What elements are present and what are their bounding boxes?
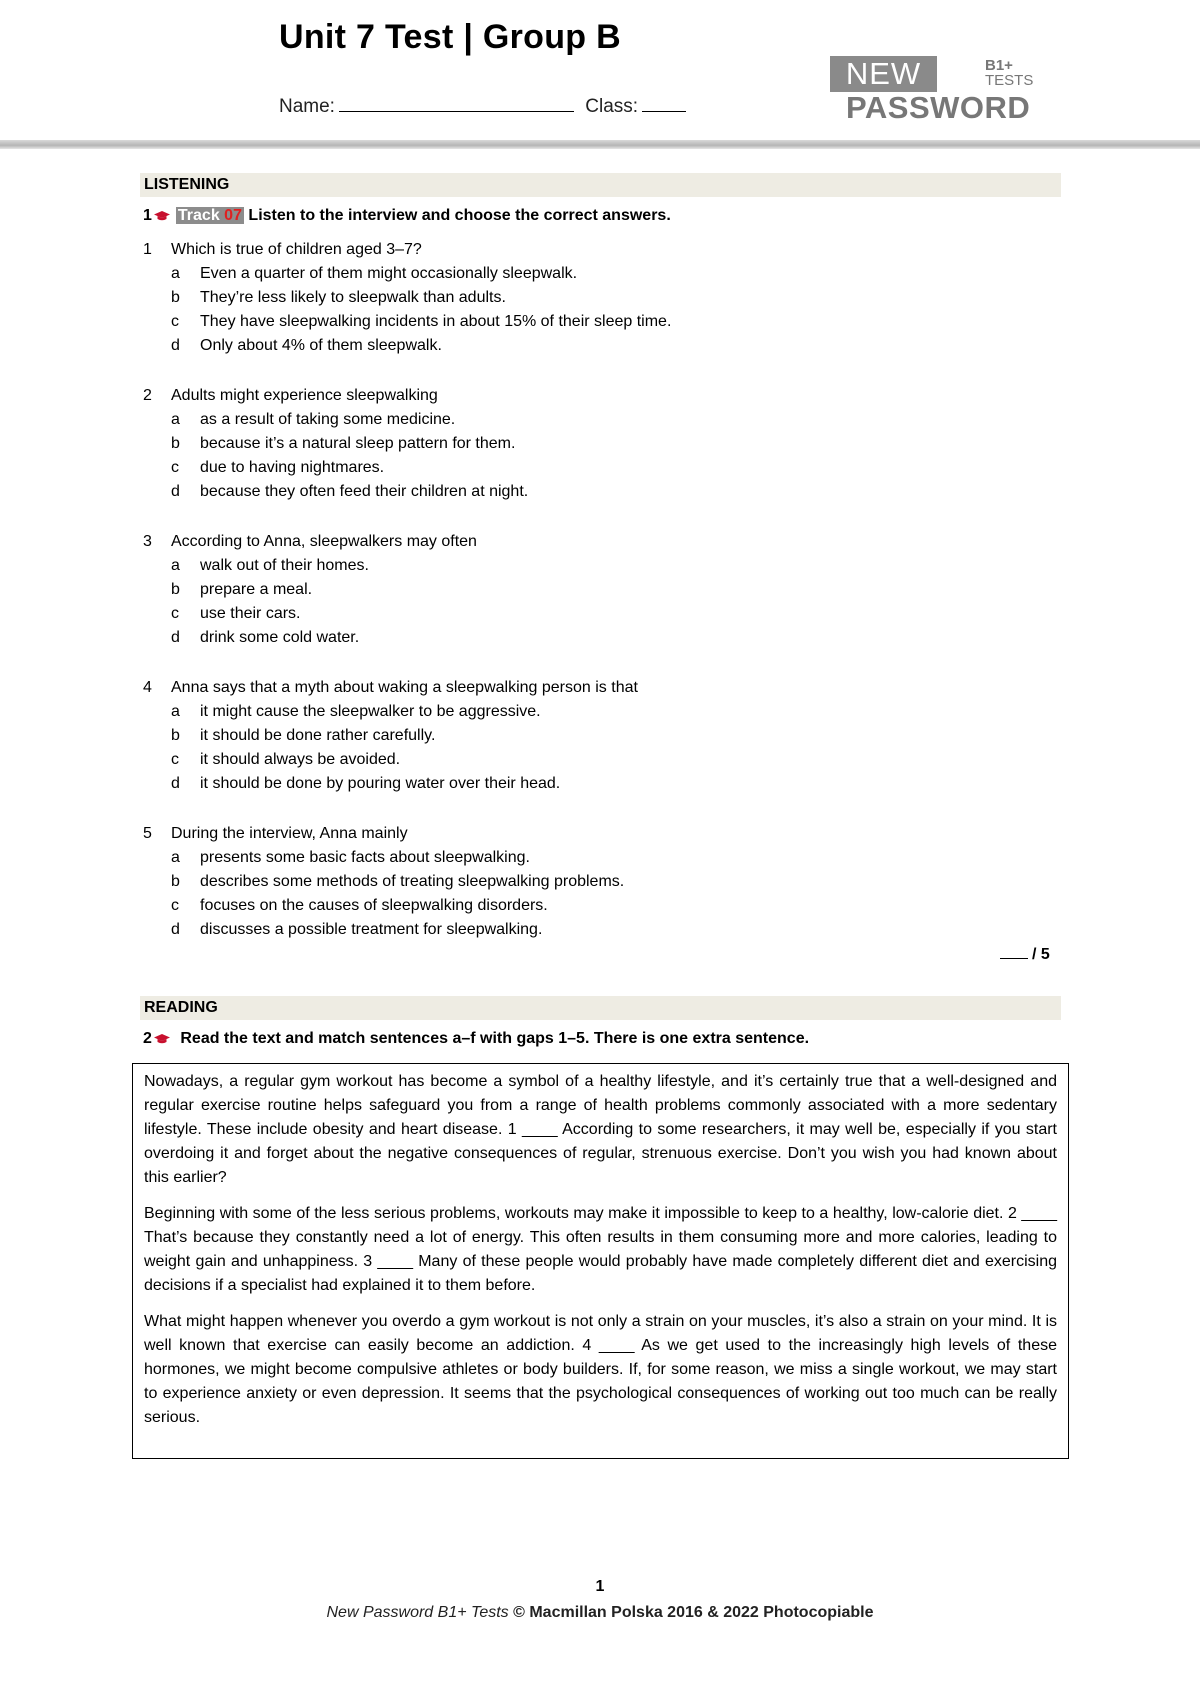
option-letter: b	[171, 581, 180, 598]
question-item	[143, 384, 528, 504]
option-text: Even a quarter of them might occasionally sleepwalk.	[200, 265, 578, 282]
option-text: drink some cold water.	[200, 629, 360, 646]
question-item	[143, 822, 624, 942]
question-number: 2	[143, 387, 152, 404]
reading-paragraph: What might happen whenever you overdo a gym workout is not only a strain on your muscles, it’s also a strain on your mind. It is well known that exercise can easily become an addiction. 4 ____ As we get used to the increasingly high levels of these hormones, we might become compulsive athletes or body builders. If, for some reason, we miss a single workout, we may start to experience anxiety or even depression. It seems that the psychological consequences of working out too much can be really serious.	[144, 1313, 1057, 1426]
option-text: discusses a possible treatment for sleepwalking.	[200, 921, 543, 938]
footer-credit	[0, 1604, 1200, 1622]
option-text: presents some basic facts about sleepwalking.	[200, 849, 530, 866]
answer-option[interactable]	[143, 700, 638, 724]
option-text: use their cars.	[200, 605, 301, 622]
logo-level: B1+	[985, 57, 1013, 74]
answer-option[interactable]	[143, 456, 528, 480]
listening-instruction	[143, 206, 671, 226]
question-text: Which is true of children aged 3–7?	[171, 241, 422, 258]
page-title: Unit 7 Test | Group B	[279, 18, 621, 56]
answer-option[interactable]	[143, 846, 624, 870]
reading-section-header: READING	[140, 996, 1061, 1020]
question-text: Adults might experience sleepwalking	[171, 387, 438, 404]
option-text: focuses on the causes of sleepwalking disorders.	[200, 897, 548, 914]
answer-option[interactable]	[143, 554, 477, 578]
option-letter: c	[171, 459, 179, 476]
exercise-number: 2	[143, 1030, 152, 1047]
question-item	[143, 530, 477, 650]
option-letter: a	[171, 703, 180, 720]
answer-option[interactable]	[143, 334, 671, 358]
answer-option[interactable]	[143, 602, 477, 626]
option-letter: c	[171, 313, 179, 330]
reading-paragraph: Nowadays, a regular gym workout has become a symbol of a healthy lifestyle, and it’s certainly true that a well-designed and regular exercise routine helps safeguard you from a range of health problems commonly associated with a more sedentary lifestyle. These include obesity and heart disease. 1 ____ According to some researchers, it may well be, especially if you start overdoing it and forget about the negative consequences of regular, strenuous exercise. Don’t you wish you had known about this earlier?	[144, 1073, 1057, 1186]
option-letter: a	[171, 411, 180, 428]
copyright: © Macmillan Polska 2016 & 2022 Photocopiable	[513, 1604, 874, 1621]
question-item	[143, 238, 671, 358]
option-text: prepare a meal.	[200, 581, 313, 598]
question-text: During the interview, Anna mainly	[171, 825, 408, 842]
graduation-cap-icon	[154, 211, 170, 221]
answer-option[interactable]	[143, 578, 477, 602]
option-letter: c	[171, 751, 179, 768]
book-title: New Password B1+ Tests	[326, 1604, 509, 1621]
reading-paragraph: Beginning with some of the less serious problems, workouts may make it impossible to keep to a healthy, low-calorie diet. 2 ____ That’s because they constantly need a lot of energy. This often results in them consuming more and more calories, leading to weight gain and unhappiness. 3 ____ Many of these people would probably have made completely different diet and exercising decisions if a specialist had explained it to them before.	[144, 1205, 1057, 1294]
option-text: because it’s a natural sleep pattern for them.	[200, 435, 516, 452]
option-letter: b	[171, 289, 180, 306]
question-text: Anna says that a myth about waking a sleepwalking person is that	[171, 679, 638, 696]
answer-option[interactable]	[143, 480, 528, 504]
option-text: describes some methods of treating sleepwalking problems.	[200, 873, 625, 890]
name-label: Name:	[279, 96, 335, 117]
option-letter: c	[171, 897, 179, 914]
question-item	[143, 676, 638, 796]
graduation-cap-icon	[154, 1034, 170, 1044]
class-blank[interactable]	[642, 95, 686, 112]
answer-option[interactable]	[143, 918, 624, 942]
answer-option[interactable]	[143, 626, 477, 650]
answer-option[interactable]	[143, 408, 528, 432]
option-letter: a	[171, 849, 180, 866]
answer-option[interactable]	[143, 772, 638, 796]
instruction-text: Read the text and match sentences a–f with gaps 1–5. There is one extra sentence.	[180, 1030, 810, 1047]
answer-option[interactable]	[143, 724, 638, 748]
option-text: walk out of their homes.	[200, 557, 369, 574]
option-text: as a result of taking some medicine.	[200, 411, 456, 428]
option-text: They’re less likely to sleepwalk than adults.	[200, 289, 506, 306]
answer-option[interactable]	[143, 262, 671, 286]
option-text: They have sleepwalking incidents in about 15% of their sleep time.	[200, 313, 672, 330]
option-text: it should be done by pouring water over their head.	[200, 775, 561, 792]
answer-option[interactable]	[143, 748, 638, 772]
option-letter: b	[171, 435, 180, 452]
question-number: 1	[143, 241, 152, 258]
option-text: due to having nightmares.	[200, 459, 385, 476]
option-letter: b	[171, 727, 180, 744]
option-letter: d	[171, 337, 180, 354]
page-number: 1	[595, 1578, 605, 1595]
option-letter: d	[171, 483, 180, 500]
option-letter: c	[171, 605, 179, 622]
answer-option[interactable]	[143, 870, 624, 894]
answer-option[interactable]	[143, 432, 528, 456]
question-number: 3	[143, 533, 152, 550]
option-text: because they often feed their children at night.	[200, 483, 529, 500]
option-letter: d	[171, 921, 180, 938]
score-blank[interactable]	[1000, 944, 1028, 959]
logo-new: NEW	[830, 56, 937, 92]
exercise-number: 1	[143, 207, 152, 224]
option-letter: a	[171, 265, 180, 282]
name-blank[interactable]	[339, 95, 574, 112]
header-divider	[0, 140, 1200, 149]
option-letter: a	[171, 557, 180, 574]
name-class-row	[279, 95, 686, 118]
reading-instruction	[143, 1029, 809, 1049]
option-letter: d	[171, 775, 180, 792]
answer-option[interactable]	[143, 310, 671, 334]
question-text: According to Anna, sleepwalkers may often	[171, 533, 477, 550]
question-number: 5	[143, 825, 152, 842]
class-label: Class:	[585, 96, 639, 117]
answer-option[interactable]	[143, 286, 671, 310]
logo-password: PASSWORD	[846, 90, 1031, 125]
option-text: it should always be avoided.	[200, 751, 401, 768]
option-letter: b	[171, 873, 180, 890]
option-text: it might cause the sleepwalker to be aggressive.	[200, 703, 541, 720]
logo-tests: TESTS	[985, 72, 1034, 89]
listening-score: / 5	[1000, 944, 1050, 964]
question-number: 4	[143, 679, 152, 696]
option-letter: d	[171, 629, 180, 646]
answer-option[interactable]	[143, 894, 624, 918]
reading-text-box	[132, 1063, 1069, 1459]
track-badge[interactable]: Track 07	[177, 207, 242, 224]
listening-section-header: LISTENING	[140, 173, 1061, 197]
option-text: it should be done rather carefully.	[200, 727, 436, 744]
instruction-text: Listen to the interview and choose the correct answers.	[248, 207, 671, 224]
option-text: Only about 4% of them sleepwalk.	[200, 337, 442, 354]
